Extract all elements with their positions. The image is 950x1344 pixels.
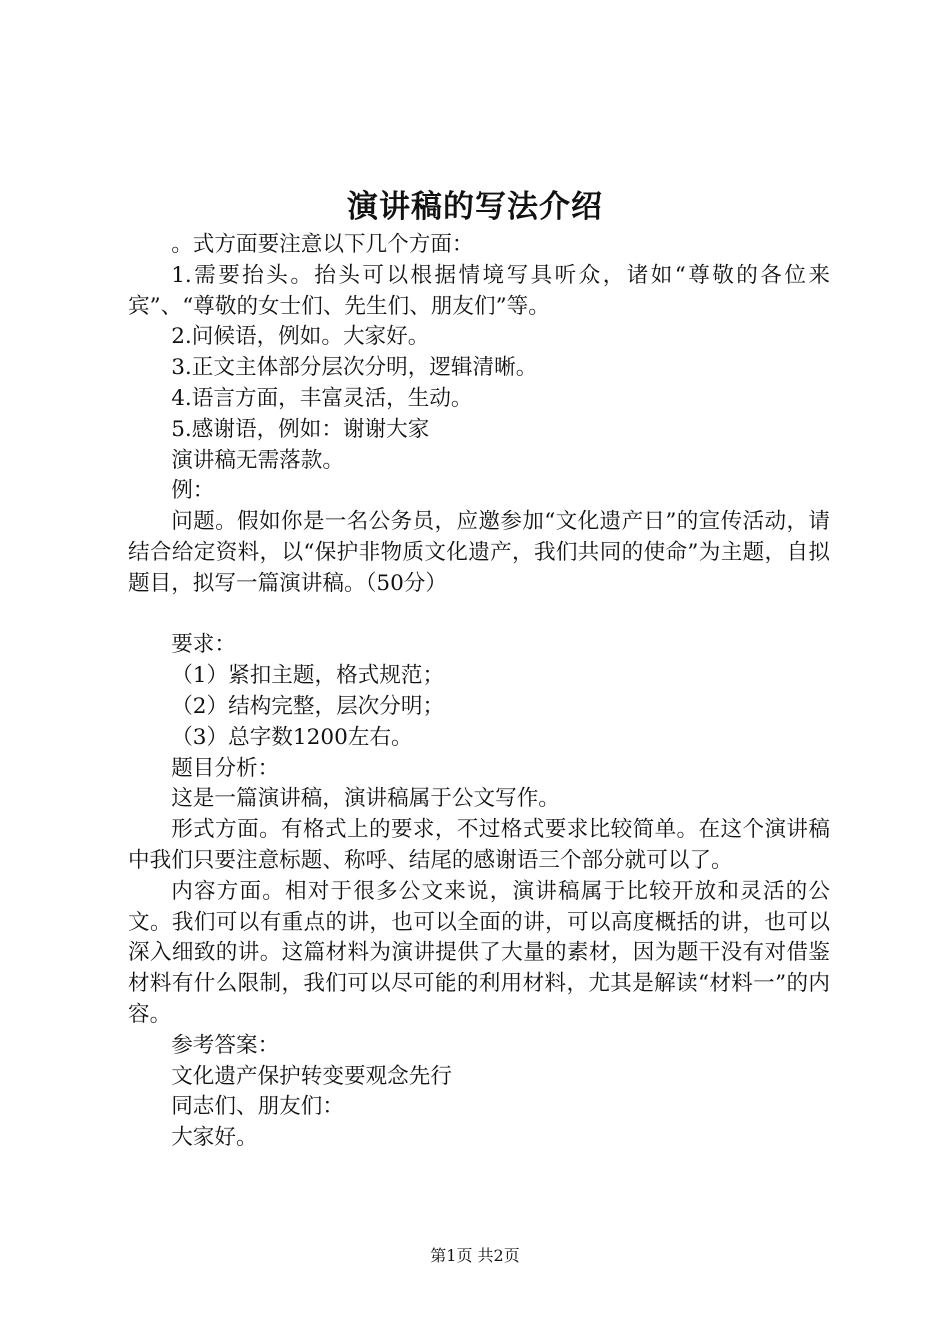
paragraph-item-5: 5.感谢语，例如：谢谢大家 [171, 416, 430, 442]
paragraph-greeting: 大家好。 [171, 1125, 258, 1151]
paragraph-question: 问题。假如你是一名公务员，应邀参加“文化遗产日”的宣传活动，请结合给定资料，以“保护非物质文化遗产，我们共同的使命”为主题，自拟题目，拟写一篇演讲稿。（50分） [128, 509, 830, 596]
paragraph-requirement-1: （1）紧扣主题，格式规范； [171, 663, 445, 689]
paragraph-requirement-2: （2）结构完整，层次分明； [171, 693, 445, 719]
paragraph-answer-label: 参考答案： [171, 1032, 280, 1058]
blank-line [128, 600, 830, 631]
paragraph-item-3: 3.正文主体部分层次分明，逻辑清晰。 [171, 355, 538, 381]
paragraph-requirements-label: 要求： [171, 632, 236, 658]
paragraph-no-signature: 演讲稿无需落款。 [171, 447, 344, 473]
page-footer: 第1页 共2页 [430, 1246, 520, 1265]
paragraph-item-2: 2.问候语，例如。大家好。 [171, 324, 430, 350]
paragraph-example-label: 例： [171, 478, 215, 504]
paragraph-analysis-form: 形式方面。有格式上的要求，不过格式要求比较简单。在这个演讲稿中我们只要注意标题、称呼、结尾的感谢语三个部分就可以了。 [128, 817, 830, 873]
paragraph-analysis-type: 这是一篇演讲稿，演讲稿属于公文写作。 [171, 786, 560, 812]
paragraph-analysis-label: 题目分析： [171, 755, 280, 781]
paragraph-item-4: 4.语言方面，丰富灵活，生动。 [171, 385, 473, 411]
paragraph-item-1: 1.需要抬头。抬头可以根据情境写具听众，诸如“尊敬的各位来宾”、“尊敬的女士们、先生们、朋友们”等。 [128, 262, 830, 319]
document-body [128, 230, 830, 1154]
paragraph-answer-title: 文化遗产保护转变要观念先行 [171, 1063, 452, 1089]
paragraph-salutation: 同志们、朋友们： [171, 1094, 344, 1120]
paragraph-analysis-content: 内容方面。相对于很多公文来说，演讲稿属于比较开放和灵活的公文。我们可以有重点的讲，也可以全面的讲，可以高度概括的讲，也可以深入细致的讲。这篇材料为演讲提供了大量的素材，因为题干没有对借鉴材料有什么限制，我们可以尽可能的利用材料，尤其是解读“材料一”的内容。 [128, 878, 830, 1027]
paragraph-format-intro: 。式方面要注意以下几个方面： [171, 232, 474, 257]
document-title: 演讲稿的写法介绍 [347, 189, 603, 225]
paragraph-requirement-3: （3）总字数1200左右。 [171, 724, 413, 750]
